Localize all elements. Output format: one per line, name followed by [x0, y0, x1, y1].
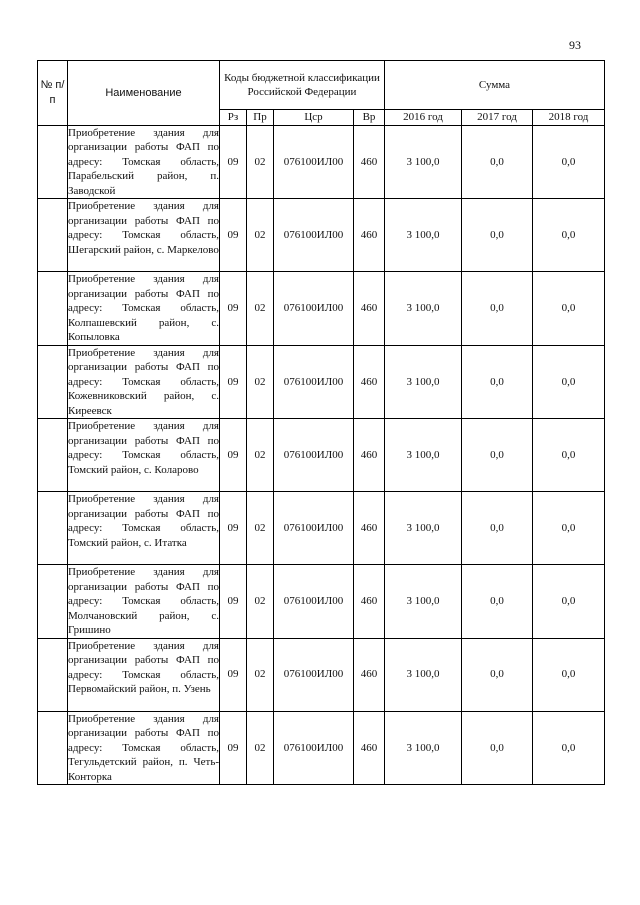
header-csr: Цср — [274, 110, 354, 126]
item-sum-2017: 0,0 — [462, 419, 533, 492]
item-csr: 076100ИЛ00 — [274, 199, 354, 272]
budget-table — [37, 60, 605, 785]
item-name: Приобретение здания для организации работы ФАП по адресу: Томская область, Парабельский район, п. Заводской — [68, 126, 219, 197]
item-sum-2016: 3 100,0 — [385, 199, 462, 272]
item-sum-2016: 3 100,0 — [385, 345, 462, 419]
item-vr: 460 — [354, 345, 385, 419]
item-vr: 460 — [354, 199, 385, 272]
item-sum-2018: 0,0 — [533, 272, 605, 346]
item-rz: 09 — [220, 711, 247, 785]
item-sum-2016: 3 100,0 — [385, 419, 462, 492]
item-sum-2017: 0,0 — [462, 345, 533, 419]
item-sum-2018: 0,0 — [533, 199, 605, 272]
item-csr: 076100ИЛ00 — [274, 272, 354, 346]
item-number — [38, 492, 68, 565]
item-vr: 460 — [354, 272, 385, 346]
item-vr: 460 — [354, 492, 385, 565]
item-sum-2018: 0,0 — [533, 125, 605, 199]
item-number — [38, 638, 68, 711]
item-sum-2017: 0,0 — [462, 638, 533, 711]
item-pr: 02 — [247, 492, 274, 565]
item-name: Приобретение здания для организации работы ФАП по адресу: Томская область, Молчановский район, с. Гришино — [68, 566, 219, 636]
table-header — [38, 61, 605, 126]
item-vr: 460 — [354, 711, 385, 785]
item-sum-2016: 3 100,0 — [385, 711, 462, 785]
item-number — [38, 419, 68, 492]
item-sum-2017: 0,0 — [462, 199, 533, 272]
item-number — [38, 199, 68, 272]
item-sum-2017: 0,0 — [462, 125, 533, 199]
header-year-2016: 2016 год — [385, 110, 462, 126]
item-sum-2016: 3 100,0 — [385, 492, 462, 565]
item-name: Приобретение здания для организации работы ФАП по адресу: Томская область, Томский район, с. Коларово — [68, 419, 220, 492]
item-sum-2018: 0,0 — [533, 638, 605, 711]
header-sum: Сумма — [385, 61, 605, 110]
item-sum-2017: 0,0 — [462, 492, 533, 565]
item-vr: 460 — [354, 638, 385, 711]
item-sum-2016: 3 100,0 — [385, 272, 462, 346]
item-number — [38, 272, 68, 346]
item-sum-2018: 0,0 — [533, 565, 605, 639]
item-csr: 076100ИЛ00 — [274, 419, 354, 492]
header-rz: Рз — [220, 110, 247, 126]
header-year-2018: 2018 год — [533, 110, 605, 126]
item-csr: 076100ИЛ00 — [274, 345, 354, 419]
item-csr: 076100ИЛ00 — [274, 125, 354, 199]
item-sum-2018: 0,0 — [533, 492, 605, 565]
item-pr: 02 — [247, 272, 274, 346]
header-year-2017: 2017 год — [462, 110, 533, 126]
item-sum-2018: 0,0 — [533, 419, 605, 492]
table-row — [38, 565, 605, 639]
item-pr: 02 — [247, 565, 274, 639]
item-number — [38, 711, 68, 785]
item-sum-2016: 3 100,0 — [385, 638, 462, 711]
item-sum-2016: 3 100,0 — [385, 125, 462, 199]
item-csr: 076100ИЛ00 — [274, 492, 354, 565]
page-number: 93 — [569, 38, 581, 52]
item-name: Приобретение здания для организации работы ФАП по адресу: Томская область, Шегарский район, с. Маркелово — [68, 199, 220, 272]
item-pr: 02 — [247, 345, 274, 419]
item-rz: 09 — [220, 565, 247, 639]
item-name: Приобретение здания для организации работы ФАП по адресу: Томская область, Тегульдетский район, п. Четь-Конторка — [68, 712, 219, 783]
header-budget-codes: Коды бюджетной классификации Российской Федерации — [220, 61, 385, 110]
header-name: Наименование — [68, 61, 220, 126]
header-vr: Вр — [354, 110, 385, 126]
item-rz: 09 — [220, 419, 247, 492]
item-sum-2016: 3 100,0 — [385, 565, 462, 639]
header-number: № п/п — [38, 61, 68, 126]
item-sum-2017: 0,0 — [462, 272, 533, 346]
table-row — [38, 125, 605, 199]
item-name: Приобретение здания для организации работы ФАП по адресу: Томская область, Колпашевский район, с. Копыловка — [68, 273, 219, 343]
item-vr: 460 — [354, 565, 385, 639]
item-vr: 460 — [354, 419, 385, 492]
table-row — [38, 345, 605, 419]
item-csr: 076100ИЛ00 — [274, 565, 354, 639]
table-row — [38, 711, 605, 785]
item-sum-2017: 0,0 — [462, 565, 533, 639]
item-rz: 09 — [220, 272, 247, 346]
item-csr: 076100ИЛ00 — [274, 638, 354, 711]
item-csr: 076100ИЛ00 — [274, 711, 354, 785]
item-rz: 09 — [220, 492, 247, 565]
item-rz: 09 — [220, 125, 247, 199]
table-body — [38, 125, 605, 785]
item-number — [38, 345, 68, 419]
item-sum-2018: 0,0 — [533, 345, 605, 419]
item-sum-2017: 0,0 — [462, 711, 533, 785]
table-row — [38, 419, 605, 492]
table-row — [38, 638, 605, 711]
item-name: Приобретение здания для организации работы ФАП по адресу: Томская область, Кожевниковский район, с. Киреевск — [68, 346, 219, 417]
item-name: Приобретение здания для организации работы ФАП по адресу: Томская область, Первомайский район, п. Узень — [68, 638, 220, 711]
item-pr: 02 — [247, 199, 274, 272]
header-pr: Пр — [247, 110, 274, 126]
item-rz: 09 — [220, 199, 247, 272]
item-rz: 09 — [220, 638, 247, 711]
item-pr: 02 — [247, 711, 274, 785]
table-row — [38, 272, 605, 346]
item-name: Приобретение здания для организации работы ФАП по адресу: Томская область, Томский район, с. Итатка — [68, 492, 220, 565]
item-pr: 02 — [247, 125, 274, 199]
item-number — [38, 565, 68, 639]
table-row — [38, 492, 605, 565]
item-pr: 02 — [247, 638, 274, 711]
item-pr: 02 — [247, 419, 274, 492]
item-rz: 09 — [220, 345, 247, 419]
item-sum-2018: 0,0 — [533, 711, 605, 785]
table-row — [38, 199, 605, 272]
item-number — [38, 125, 68, 199]
item-vr: 460 — [354, 125, 385, 199]
